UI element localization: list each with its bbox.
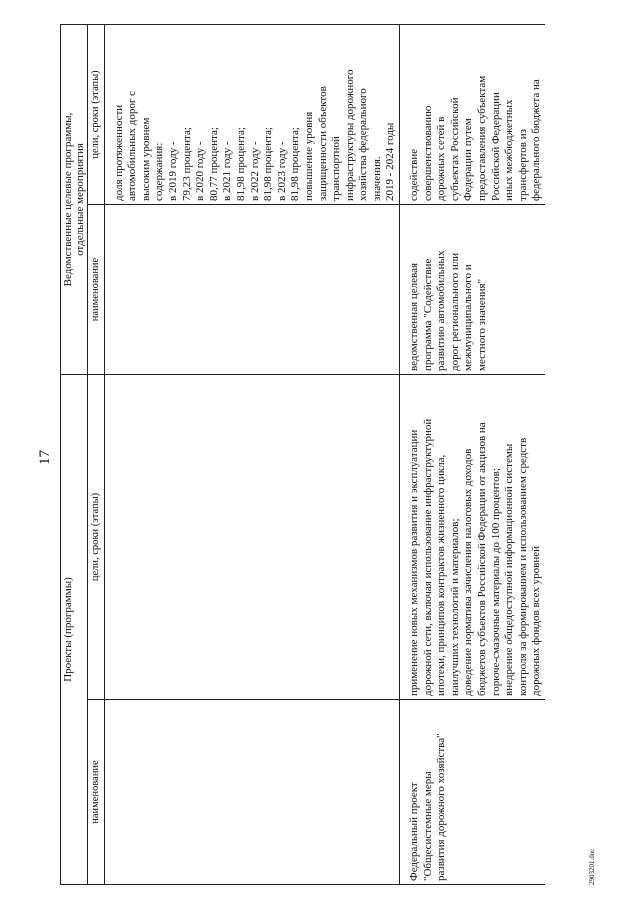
text-line: повышение уровня (302, 111, 315, 201)
programs-group-header (61, 25, 88, 375)
text-line: применение новых механизмов развития и эксплуатации (408, 429, 421, 696)
program-goals-header: цели, сроки (этапы) (88, 25, 105, 205)
text-line: местного значения" (476, 278, 489, 371)
row2-program-name (400, 205, 545, 375)
project-name-header: наименование (88, 700, 105, 885)
text-line: предоставления субъектам (476, 75, 489, 201)
text-line: контроля за формированием и использованием средств (516, 437, 529, 696)
row2-program-goals (400, 25, 545, 205)
text-line: 80,77 процента; (207, 127, 220, 201)
text-line: иных межбюджетных (503, 99, 516, 201)
text-line: программа "Содействие (421, 258, 434, 371)
sub-header-row (88, 25, 105, 885)
text-line: содействие (408, 148, 421, 201)
text-line: дорожных фондов всех уровней (530, 546, 543, 696)
text-line: 81,98 процента; (262, 127, 275, 201)
text-line: дорожных сетей в (435, 116, 448, 201)
text-line: Федеральный проект (408, 782, 421, 881)
text-line: Российской Федерации (489, 92, 502, 201)
row2-project-name (400, 700, 545, 885)
text-line: горюче-смазочные материалы до 100 процентов; (489, 468, 502, 696)
projects-group-header (61, 375, 88, 885)
text-line: 81,98 процента; (234, 127, 247, 201)
document-code: 2903201.doc (588, 848, 596, 885)
text-line: ведомственная целевая (408, 262, 421, 371)
text-line: развития дорожного хозяйства" (435, 733, 448, 881)
row1-program-goals (104, 25, 399, 205)
rotated-document-page (20, 25, 620, 885)
page-number: 17 (37, 450, 53, 465)
group-header-row (61, 25, 88, 885)
text-line: 79,23 процента; (180, 127, 193, 201)
text-line: инфраструктуры дорожного (343, 69, 356, 201)
text-line: содержания: (153, 142, 166, 201)
text-line: "Общесистемные меры (421, 771, 434, 881)
projects-group-label: Проекты (программы) (62, 577, 74, 682)
row1-project-name (104, 700, 399, 885)
text-line: совершенствованию (421, 105, 434, 201)
row2-project-goals (400, 375, 545, 700)
table-row (104, 25, 399, 885)
text-line: трансфертов из (516, 129, 529, 201)
text-line: наилучших технологий и материалов; (448, 518, 461, 696)
text-line: значения. (370, 156, 383, 201)
text-line: защищенности объектов (316, 86, 329, 201)
text-line: ипотеки, принципов контрактов жизненного цикла, (435, 454, 448, 696)
text-line: бюджетов субъектов Российской Федерации от акцизов на (476, 422, 489, 696)
text-line: автомобильных дорог с (126, 91, 139, 201)
project-goals-header: цели, сроки (этапы) (88, 375, 105, 700)
program-name-header: наименование (88, 205, 105, 375)
row1-project-goals (104, 375, 399, 700)
text-line: 81,98 процента; (289, 127, 302, 201)
text-line: развитию автомобильных (435, 250, 448, 371)
programs-group-label-line2: отдельные мероприятия (74, 143, 86, 256)
table-row (400, 25, 545, 885)
text-line: федерального бюджета на (530, 79, 543, 201)
text-line: дорог регионального или (448, 252, 461, 371)
text-line: транспортной (330, 136, 343, 201)
text-line: доля протяженности (112, 104, 125, 201)
text-line: хозяйства федерального (357, 88, 370, 201)
text-line: в 2021 году - (221, 141, 234, 201)
text-line: высоким уровнем (139, 117, 152, 201)
text-line: в 2020 году - (194, 141, 207, 201)
text-line: межмуниципального и (462, 264, 475, 371)
text-line: доведение норматива зачисления налоговых доходов (462, 448, 475, 696)
text-line: в 2022 году - (248, 141, 261, 201)
text-line: 2019 - 2024 годы (384, 122, 397, 201)
programs-table (60, 24, 545, 885)
text-line: дорожной сети, включая использование инфраструктурной (421, 418, 434, 696)
text-line: в 2019 году - (166, 141, 179, 201)
programs-group-label-line1: Ведомственные целевые программы, (62, 112, 74, 287)
row1-program-name (104, 205, 399, 375)
text-line: субъектах Российской (448, 97, 461, 201)
text-line: в 2023 году - (275, 141, 288, 201)
text-line: внедрение общедоступной информационной системы (503, 443, 516, 696)
text-line: Федерации путем (462, 118, 475, 201)
